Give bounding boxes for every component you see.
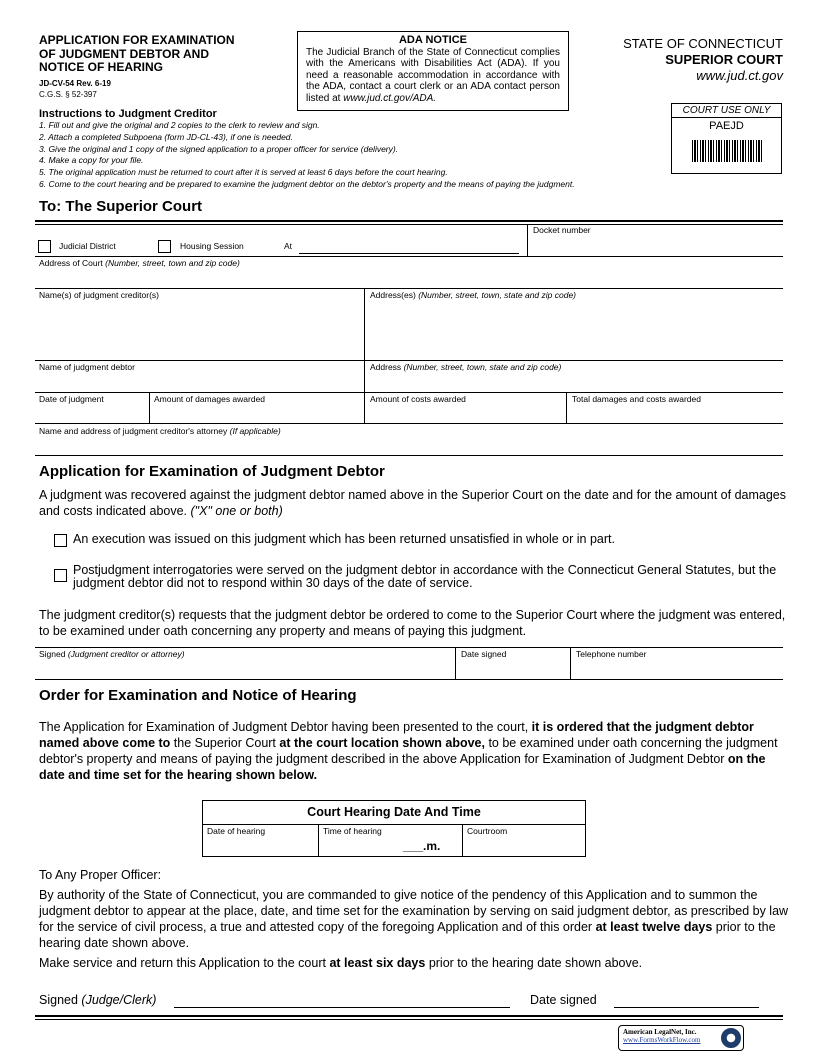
order-text: The Application for Examination of Judgment Debtor having been presented to the court, [39,720,532,734]
title-line-3: NOTICE OF HEARING [39,60,164,74]
divider [35,1019,783,1020]
telephone-label: Telephone number [576,649,647,659]
judicial-district-label: Judicial District [59,241,116,251]
divider [35,647,783,648]
state-name: STATE OF CONNECTICUT [623,36,783,51]
housing-session-checkbox[interactable] [158,240,171,253]
court-name: SUPERIOR COURT [665,52,783,67]
application-signed-hint: (Judgment creditor or attorney) [67,649,185,659]
officer-command-text: By authority of the State of Connecticut, you are commanded to give notice of the pendency of this Application and to summon the judgment debtor to appear at the place, date, and time set for the examination by serving on said judgment debtor, as prescribed by law for the service of civil process, a true and attested copy of the foregoing Application and of this order [39,888,789,934]
attorney-label [39,426,281,436]
debtor-address-hint: (Number, street, town, state and zip code) [403,362,562,372]
divider [35,679,783,680]
damages-label: Amount of damages awarded [154,394,266,404]
divider [35,224,783,225]
debtor-address-text: Address [370,362,402,372]
ada-notice [297,31,569,111]
divider [462,824,463,857]
court-address-hint: (Number, street, town and zip code) [105,258,240,268]
judgment-date-label: Date of judgment [39,394,104,404]
docket-number-label: Docket number [533,225,591,235]
judge-date-signed-label: Date signed [530,993,597,1007]
order-heading: Order for Examination and Notice of Hearing [39,687,357,704]
courtroom-label: Courtroom [467,826,508,836]
application-intro [39,487,791,519]
footer-logo [618,1025,744,1051]
execution-checkbox[interactable] [54,534,67,547]
divider [35,455,783,456]
footer-company: American LegalNet, Inc. [623,1028,697,1036]
hearing-table-title: Court Hearing Date And Time [203,801,585,825]
judge-signature-line[interactable] [174,1007,510,1008]
instructions [39,108,699,191]
divider [35,360,783,361]
to-heading: To: The Superior Court [39,198,203,215]
instructions-heading: Instructions to Judgment Creditor [39,108,217,120]
divider [35,288,783,289]
instruction-item: 5. The original application must be returned to court after it is served at least 6 days before the court hearing. [39,167,448,178]
court-website[interactable]: www.jud.ct.gov [696,68,783,83]
court-address-label [39,258,240,268]
judge-signed-hint: (Judge/Clerk) [81,993,157,1007]
service-return [39,955,791,971]
form-number: JD-CV-54 Rev. 6-19 [39,78,111,88]
creditors-label: Name(s) of judgment creditor(s) [39,290,159,300]
judge-signed-label [39,993,156,1007]
officer-command-bold: at least twelve days [595,920,713,934]
application-signed-label [39,649,185,659]
application-heading: Application for Examination of Judgment Debtor [39,463,385,480]
divider [35,423,783,424]
form-title [39,34,289,100]
divider [364,288,365,424]
attorney-text: Name and address of judgment creditor's attorney [39,426,228,436]
court-address-text: Address of Court [39,258,103,268]
debtor-label: Name of judgment debtor [39,362,135,372]
interrogatories-option: Postjudgment interrogatories were served on the judgment debtor in accordance with the Connecticut General Statutes, but the judgment debtor did not to respond within 30 days of the date of service. [73,563,777,590]
judicial-district-checkbox[interactable] [38,240,51,253]
housing-session-label: Housing Session [180,241,244,251]
interrogatories-checkbox[interactable] [54,569,67,582]
order-text-bold: at the court location shown above, [279,736,485,750]
ada-title: ADA NOTICE [398,34,468,46]
debtor-address-label [370,362,561,372]
judge-signed-text: Signed [39,993,82,1007]
order-text-bold: it is ordered that the judgment debtor named above come to [39,720,754,750]
divider [149,392,150,424]
divider [455,647,456,679]
court-heading [623,36,783,84]
ada-link[interactable]: www.jud.ct.gov/ADA. [343,92,437,104]
divider [35,392,783,393]
order-paragraph [39,719,791,783]
hearing-time-label: Time of hearing [323,826,382,836]
divider [570,647,571,679]
application-signed-text: Signed [39,649,66,659]
instruction-item: 1. Fill out and give the original and 2 copies to the clerk to review and sign. [39,120,320,130]
application-intro-hint: ("X" one or both) [190,504,283,518]
service-return-bold: at least six days [329,956,426,970]
attorney-hint: (If applicable) [229,426,281,436]
application-date-signed-label: Date signed [461,649,507,659]
service-return-text: Make service and return this Application to the court [39,956,330,970]
judge-date-line[interactable] [614,1007,759,1008]
footer-url[interactable]: www.FormsWorkFlow.com [623,1036,701,1044]
officer-command-text: prior to the hearing date shown above. [39,920,776,950]
creditors-address-hint: (Number, street, town, state and zip code) [418,290,577,300]
globe-icon [721,1028,741,1048]
statute-reference: C.G.S. § 52-397 [39,89,97,99]
divider [566,392,567,424]
divider [35,1015,783,1017]
officer-command [39,887,791,951]
divider [527,224,528,257]
time-suffix[interactable]: ___.m. [403,839,441,853]
costs-label: Amount of costs awarded [370,394,466,404]
instruction-item: 2. Attach a completed Subpoena (form JD-CL-43), if one is needed. [39,131,293,142]
instruction-item: 3. Give the original and 1 copy of the signed application to a proper officer for service (delivery). [39,143,399,154]
total-label: Total damages and costs awarded [572,394,701,404]
instruction-item: 4. Make a copy for your file. [39,155,144,166]
to-officer: To Any Proper Officer: [39,868,162,882]
instruction-item: 6. Come to the court hearing and be prepared to examine the judgment debtor on the debtor's property and the means of paying the judgment. [39,178,575,189]
order-text: to be examined under oath concerning the judgment debtor's property and means of paying the judgment described in the above Application for Examination of Judgment Debtor [39,736,778,766]
application-intro-text: A judgment was recovered against the judgment debtor named above in the Superior Court on the date and for the amount of damages and costs indicated above. [39,488,787,518]
execution-option: An execution was issued on this judgment which has been returned unsatisfied in whole or in part. [73,532,615,546]
order-text: the Superior Court [170,736,280,750]
creditors-address-text: Address(es) [370,290,416,300]
court-use-label: COURT USE ONLY [672,104,781,118]
title-line-1: APPLICATION FOR EXAMINATION [39,33,235,47]
service-return-text: prior to the hearing date shown above. [425,956,643,970]
hearing-date-label: Date of hearing [207,826,266,836]
at-label: At [284,241,293,251]
divider [35,256,783,257]
court-use-code: PAEJD [709,120,744,132]
divider [35,220,783,222]
hearing-table [202,800,586,857]
application-request: The judgment creditor(s) requests that the judgment debtor be ordered to come to the Superior Court where the judgment was entered, to be examined under oath concerning any property and means of paying this judgment. [39,608,786,638]
creditors-address-label [370,290,576,300]
divider [318,824,319,857]
at-input-line[interactable] [299,253,519,254]
ada-text: The Judicial Branch of the State of Connecticut complies with the Americans with Disabilities Act (ADA). If you need a reasonable accommodation in accordance with the ADA, contact a court clerk or an ADA contact person listed at [306,46,560,104]
barcode-icon [692,140,762,162]
order-text-bold: on the date and time set for the hearing shown below. [39,752,766,782]
title-line-2: OF JUDGMENT DEBTOR AND [39,46,210,61]
